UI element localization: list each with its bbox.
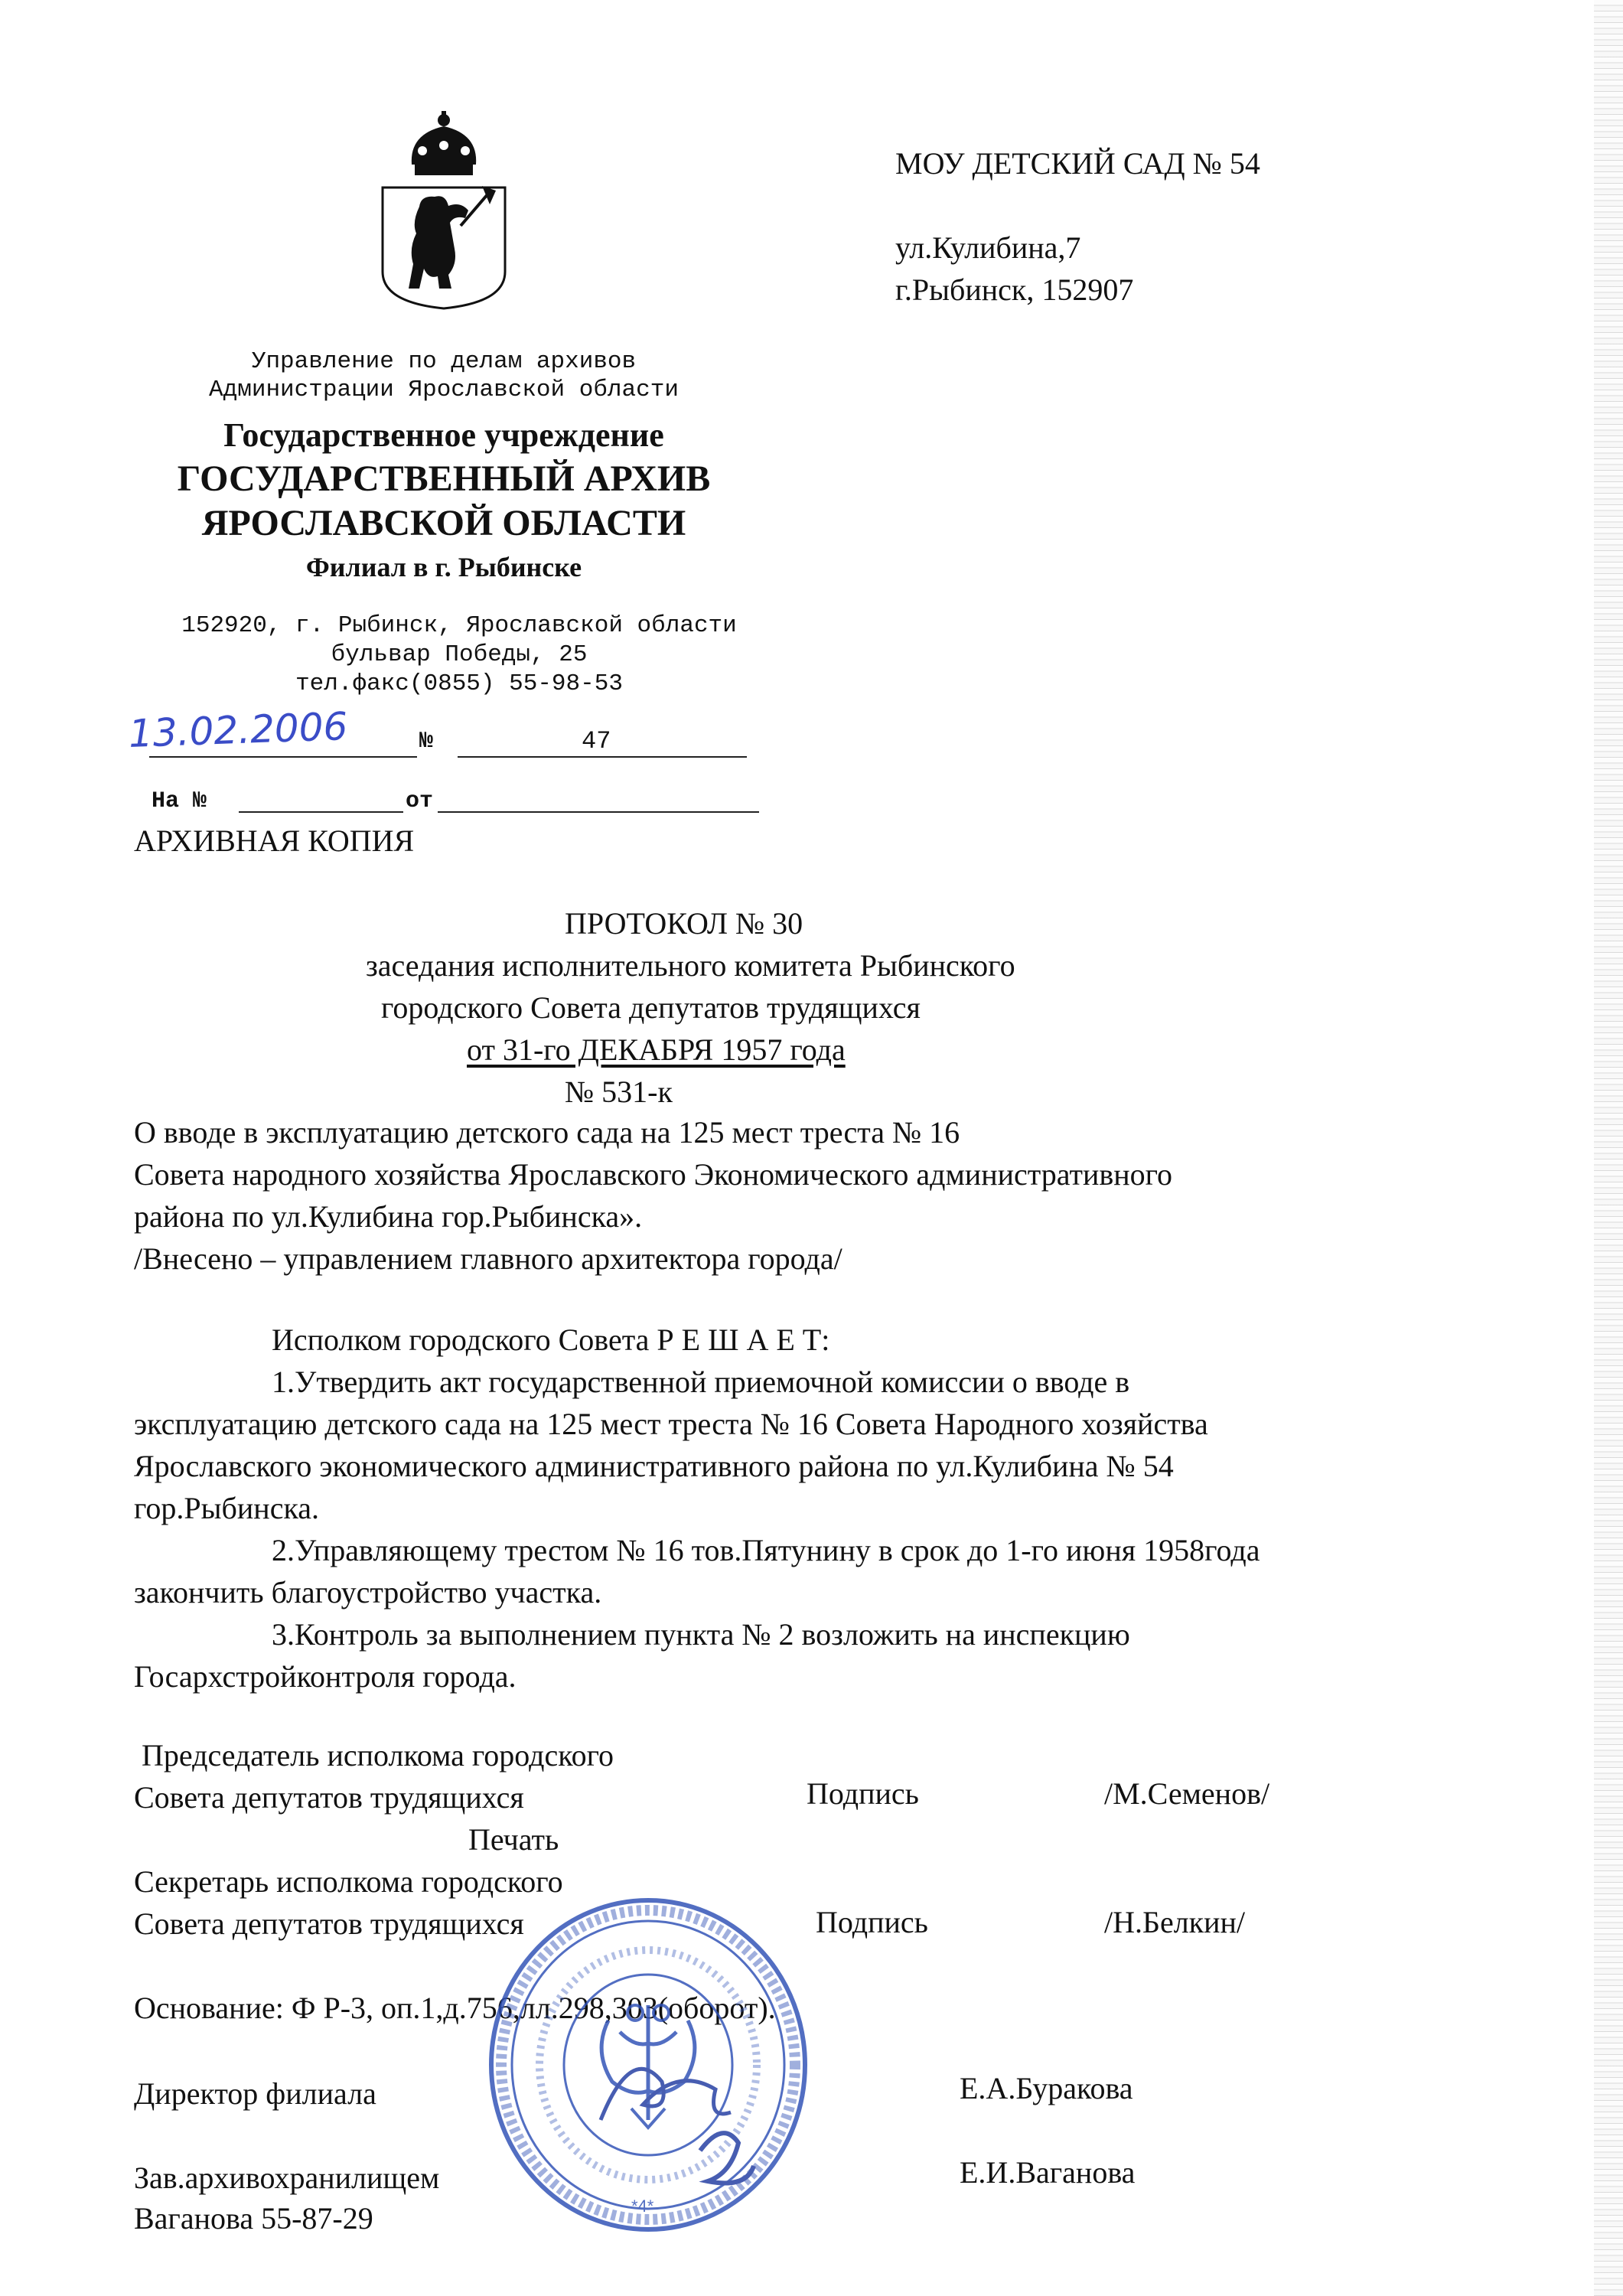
coat-of-arms-icon: [375, 111, 513, 310]
chair-title-line-1: Председатель исполкома городского: [142, 1738, 614, 1773]
decision-number: № 531-к: [565, 1075, 673, 1109]
protocol-title: ПРОТОКОЛ № 30: [565, 906, 803, 941]
resolves-line: Исполком городского Совета Р Е Ш А Е Т:: [272, 1322, 830, 1357]
recipient-city: г.Рыбинск, 152907: [895, 272, 1134, 307]
reply-underline: [239, 811, 403, 813]
item-2-line-2: закончить благоустройство участка.: [134, 1575, 602, 1609]
recipient-name: МОУ ДЕТСКИЙ САД № 54: [895, 146, 1260, 181]
from-label: от: [406, 788, 434, 814]
subject-line-4: /Внесено – управлением главного архитектора города/: [134, 1241, 842, 1276]
director-title: Директор филиала: [134, 2076, 376, 2111]
number-label: №: [419, 729, 434, 755]
number-underline: [458, 756, 747, 758]
item-3-line-2: Госархстройконтроля города.: [134, 1659, 517, 1694]
secretary-title-line-1: Секретарь исполкома городского: [134, 1864, 563, 1899]
official-stamp-icon: [478, 1890, 823, 2242]
chair-name: /М.Семенов/: [1104, 1776, 1270, 1811]
secretary-signature-label: Подпись: [816, 1905, 928, 1939]
item-1-first: 1.Утвердить акт государственной приемочной комиссии о вводе в: [272, 1365, 1130, 1399]
protocol-date: от 31-го ДЕКАБРЯ 1957 года: [467, 1032, 846, 1067]
document-type: АРХИВНАЯ КОПИЯ: [134, 823, 415, 858]
recipient-street: ул.Кулибина,7: [895, 230, 1081, 265]
protocol-subtitle-1: заседания исполнительного комитета Рыбинского: [366, 948, 1015, 983]
institution-line-2: ГОСУДАРСТВЕННЫЙ АРХИВ: [177, 458, 711, 499]
item-1-line-3: Ярославского экономического административного района по ул.Кулибина № 54: [134, 1449, 1174, 1483]
item-2-first: 2.Управляющему трестом № 16 тов.Пятунину в срок до 1-го июня 1958года: [272, 1533, 1260, 1567]
keeper-title: Зав.архивохранилищем: [134, 2161, 440, 2195]
chair-title-line-2: Совета депутатов трудящихся: [134, 1780, 524, 1815]
subject-line-2: Совета народного хозяйства Ярославского Экономического административного: [134, 1157, 1173, 1192]
reply-label: На №: [152, 788, 207, 814]
basis-line: Основание: Ф Р-3, оп.1,д.756,лл.298,303(оборот).: [134, 1991, 776, 2025]
subject-line-3: района по ул.Кулибина гор.Рыбинска».: [134, 1199, 643, 1234]
address-line-1: 152920, г. Рыбинск, Ярославской области: [181, 612, 737, 639]
chair-signature-label: Подпись: [807, 1776, 919, 1811]
address-line-3: тел.факс(0855) 55-98-53: [295, 670, 623, 697]
subject-line-1: О вводе в эксплуатацию детского сада на 125 мест треста № 16: [134, 1115, 960, 1150]
item-1-line-4: гор.Рыбинска.: [134, 1491, 320, 1525]
branch-name: Филиал в г. Рыбинске: [305, 552, 582, 582]
department-line-2: Администрации Ярославской области: [209, 377, 679, 403]
keeper-contact: Ваганова 55-87-29: [134, 2201, 373, 2236]
department-line-1: Управление по делам архивов: [251, 348, 637, 375]
item-3-first: 3.Контроль за выполнением пункта № 2 возложить на инспекцию: [272, 1617, 1130, 1652]
outgoing-number: 47: [582, 727, 611, 755]
secretary-name: /Н.Белкин/: [1104, 1905, 1246, 1939]
svg-text:*4*: *4*: [631, 2197, 654, 2216]
handwritten-date: 13.02.2006: [128, 704, 349, 756]
director-name: Е.А.Буракова: [960, 2071, 1133, 2105]
institution-line-1: Государственное учреждение: [223, 416, 664, 454]
scan-edge: [1594, 0, 1623, 2296]
from-underline: [438, 811, 759, 813]
date-underline: [149, 756, 417, 758]
institution-line-3: ЯРОСЛАВСКОЙ ОБЛАСТИ: [201, 503, 686, 543]
protocol-subtitle-2: городского Совета депутатов трудящихся: [381, 990, 921, 1025]
item-1-line-2: эксплуатацию детского сада на 125 мест треста № 16 Совета Народного хозяйства: [134, 1407, 1208, 1441]
address-line-2: бульвар Победы, 25: [331, 641, 588, 668]
secretary-title-line-2: Совета депутатов трудящихся: [134, 1906, 524, 1941]
seal-label: Печать: [468, 1822, 559, 1857]
keeper-name: Е.И.Ваганова: [960, 2155, 1136, 2190]
